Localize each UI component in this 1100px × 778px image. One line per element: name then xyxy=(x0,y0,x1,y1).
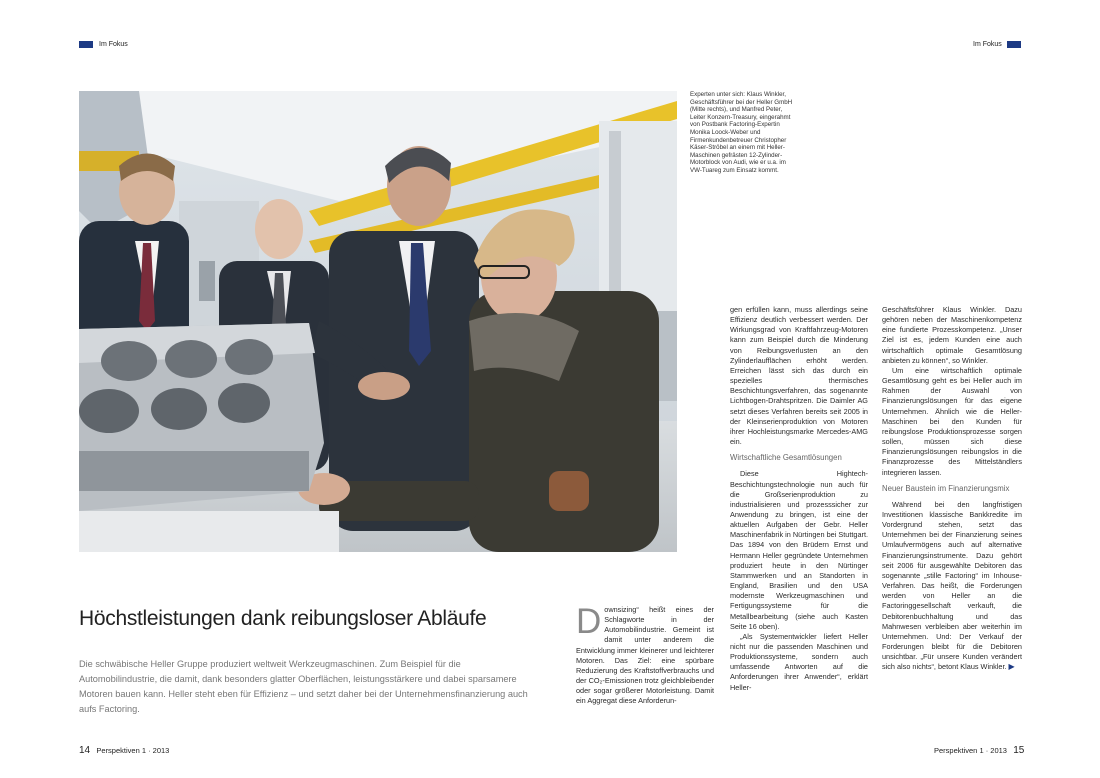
engine-block xyxy=(79,323,339,552)
publication-right: Perspektiven 1 · 2013 xyxy=(934,746,1007,755)
article-headline: Höchstleistungen dank reibungsloser Abläufe xyxy=(79,607,487,630)
text-column-2 xyxy=(730,305,868,693)
column-3-paragraph-3-text: Während bei den langfristigen Investitionen klassische Bankkredite im Vordergrund stehen, setzt das Unternehmen bei der Finanzierung seines Umlaufvermögens auch auf alternative Finanzierungsinstrumente. Dazu gehört seit 2006 für ausgewählte Debitoren das sogenannte „stille Factoring“ im Inhouse-Verfahren. Das heißt, die Forderungen werden von Heller an die Factoringgesellschaft verkauft, die Debitorenbuchhaltung und das Mahnwesen verbleiben aber weiterhin im Unternehmen. Und: Der Verkauf der Forderungen bleibt für die Debitoren unsichtbar. „Für unsere Kunden verändert sich also nichts“, betont Klaus Winkler. xyxy=(882,499,1022,672)
end-mark-icon: ▶ xyxy=(1008,662,1015,672)
column-2-paragraph-3: „Als Systementwickler liefert Heller nicht nur die passenden Maschinen und Produktionssysteme, sondern auch umfassende Antworten auf die Anforderungen ihrer Anwender“, erklärt Heller- xyxy=(730,631,868,692)
subhead-wirtschaftliche: Wirtschaftliche Gesamtlösungen xyxy=(730,453,842,463)
page-number-right: 15 xyxy=(1013,745,1025,756)
section-marker-right xyxy=(1007,41,1021,48)
publication-left: Perspektiven 1 · 2013 xyxy=(96,746,170,755)
column-3-paragraph-3 xyxy=(882,500,1022,673)
footer-left xyxy=(79,745,169,756)
column-2-paragraph-2: Diese Hightech-Beschichtungstechnologie nun auch für die Großserienproduktion zu industrialisieren und prozesssicher zur Anwendung zu bringen, ist eine der aktuellen Aufgaben der Gebr. Heller Maschinenfabrik in Nürtingen bei Stuttgart. Das 1894 von den Brüdern Ernst und Hermann Heller gegründete Unternehmen produziert heute in den Nürtinger Stammwerken und an Standorten in England, Brasilien und den USA modernste Werkzeugmaschinen und Fertigungssysteme für die Metallbearbeitung (siehe auch Kasten Seite 16 oben). xyxy=(730,469,868,631)
footer-right xyxy=(934,745,1024,756)
photo-caption: Experten unter sich: Klaus Winkler, Geschäftsführer bei der Heller GmbH (Mitte rechts), und Manfred Peter, Leiter Konzern-Treasury, eingerahmt von Postbank Factoring-Expertin Monika Loock-Weber und Firmenkundenbetreuer Christopher Käser-Ströbel an einem mit Heller-Maschinen gefrästen 12-Zylinder-Motorblock von Audi, wie er u.a. im VW-Tuareg zum Einsatz kommt. xyxy=(690,91,793,174)
column-1-paragraph: ownsizing“ heißt eines der Schlagworte in der Automobilindustrie. Gemeint ist damit unter anderem die Entwicklung immer kleinerer und leichterer Motoren. Das Ziel: eine spürbare Reduzierung des Kraftstoffverbrauchs und der CO₂-Emissionen trotz gleichbleibender oder sogar größerer Motorleistung. Damit ein Aggregat diese Anforderun- xyxy=(576,605,714,706)
section-marker-left xyxy=(79,41,93,48)
subhead-neuer-baustein: Neuer Baustein im Finanzierungsmix xyxy=(882,483,1010,493)
article-intro: Die schwäbische Heller Gruppe produziert weltweit Werkzeugmaschinen. Zum Beispiel für die Automobilindustrie, die damit, dank besonders glatter Oberflächen, leistungsstärkere und dabei sparsamere Motoren bauen kann. Heller steht eben für Effizienz – und setzt daher bei der Unternehmensfinanzierung auch aufs Factoring. xyxy=(79,659,528,714)
section-label-right: Im Fokus xyxy=(973,41,1002,48)
text-column-3 xyxy=(882,305,1022,672)
drop-cap: D xyxy=(576,602,602,641)
text-column-1 xyxy=(576,602,714,707)
section-label-left: Im Fokus xyxy=(99,41,128,48)
column-2-paragraph-1: gen erfüllen kann, muss allerdings seine Effizienz deutlich verbessert werden. Der Wirkungsgrad von Kraftfahrzeug-Motoren kann zum Beispiel durch die Minderung von Reibungsverlusten an den Zylinderlaufflächen erhöht werden. Erreichen lässt sich das durch ein spezielles thermisches Beschichtungsverfahren, das sogenannte Lichtbogen-Drahtspritzen. Die Daimler AG setzt dieses Verfahren bereits seit 2005 in der Kleinserienproduktion von Motoren ihrer Hochleistungsmarke Mercedes-AMG ein. xyxy=(730,305,868,447)
article-photo xyxy=(79,91,677,552)
column-3-paragraph-1: Geschäftsführer Klaus Winkler. Dazu gehören neben der Maschinenkompetenz eine fundierte Prozesskompetenz. „Unser Ziel ist es, jedem Kunden eine auch wirtschaftlich optimale Gesamtlösung anbieten zu können“, so Winkler. xyxy=(882,305,1022,365)
page-number-left: 14 xyxy=(79,745,91,756)
factory-scene-illustration xyxy=(79,91,677,552)
column-3-paragraph-2: Um eine wirtschaftlich optimale Gesamtlösung geht es bei Heller auch im Rahmen der Auswahl von Finanzierungslösungen für das eigene Unternehmen. Ähnlich wie die Heller-Maschinen bei den Kunden für reibungslose Produktionsprozesse sorgen sollen, müssen sich diese Finanzierungslösungen reibungslos in die Finanzprozesse des Mittelständlers integrieren lassen. xyxy=(882,365,1022,477)
